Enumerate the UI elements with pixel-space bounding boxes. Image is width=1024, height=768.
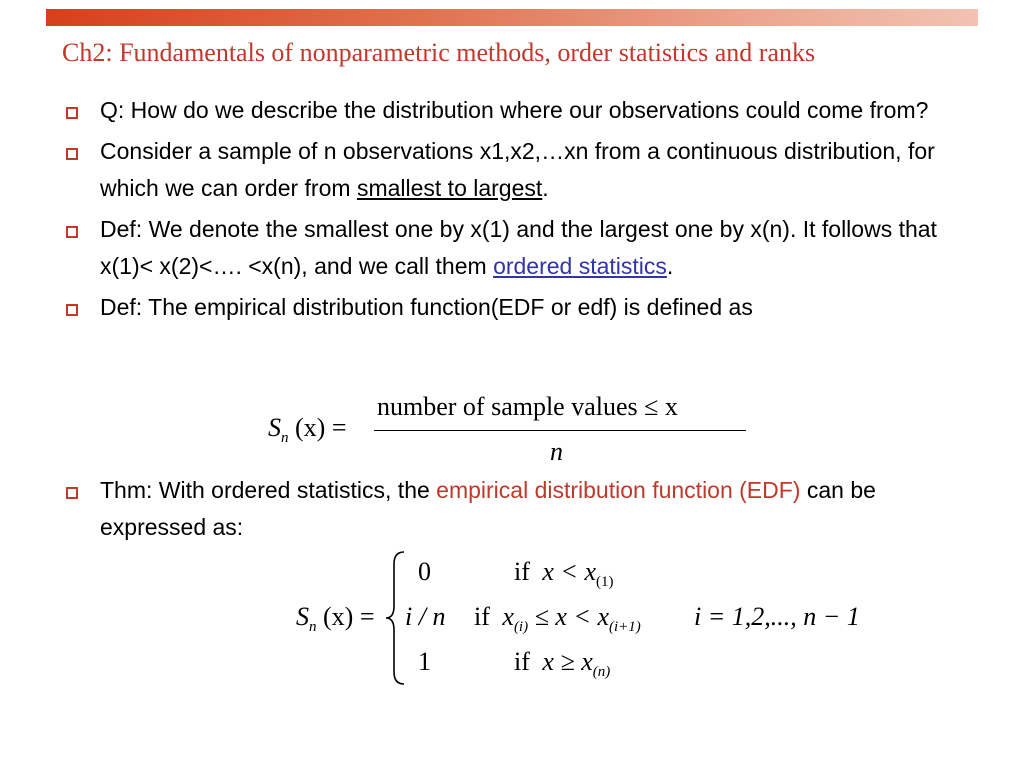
square-bullet-icon [66, 107, 78, 119]
case-cond-b-sub: (i+1) [609, 619, 641, 636]
formula1-s: S [268, 413, 281, 442]
highlighted-term: empirical distribution function (EDF) [436, 477, 801, 503]
formula1-numerator: number of sample values ≤ x [377, 392, 678, 421]
case-cond-sub: (n) [592, 664, 611, 681]
bullet-text: Thm: With ordered statistics, the [100, 477, 437, 503]
formula1-arg: (x) = [295, 413, 347, 442]
bullet-question [62, 92, 982, 129]
case-cond-sub: (1) [596, 574, 614, 591]
case-cond-sub: (i) [513, 619, 529, 636]
case-cond: x < x [542, 557, 597, 586]
formula2-lhs [296, 602, 374, 636]
bullet-text-end: . [666, 253, 674, 279]
bullet-text: Def: We denote the smallest one by x(1) and the largest one by x(n). It follows that x(1)< x(2)<…. <x(n), and we call them [100, 216, 937, 279]
case-range: i = 1,2,..., n − 1 [694, 602, 860, 631]
case-condition [474, 602, 641, 636]
bullet-text-end: . [542, 175, 549, 201]
square-bullet-icon [66, 487, 78, 499]
bullet-sample [62, 133, 982, 207]
bullet-list-thm [62, 472, 982, 546]
case-value: 0 [418, 557, 431, 586]
case-condition [514, 647, 610, 681]
bullet-def-edf [62, 289, 982, 326]
case-condition [514, 557, 614, 591]
bullet-text: Def: The empirical distribution function(EDF or edf) is defined as [100, 294, 753, 320]
case-row [418, 647, 431, 677]
bullet-text-end: can be expressed as: [100, 477, 876, 540]
case-row [418, 557, 431, 587]
case-if: if [514, 647, 530, 676]
case-cond: x [502, 602, 514, 631]
case-row [405, 602, 445, 632]
ordered-statistics-link[interactable]: ordered statistics [493, 253, 667, 279]
square-bullet-icon [66, 148, 78, 160]
case-value: 1 [418, 647, 431, 676]
case-cond: x ≥ x [542, 647, 593, 676]
formula1-lhs [268, 413, 346, 447]
bullet-def-order [62, 211, 982, 285]
slide-title: Ch2: Fundamentals of nonparametric methods, order statistics and ranks [62, 38, 816, 67]
title-accent-bar [46, 9, 978, 26]
square-bullet-icon [66, 304, 78, 316]
formula1-denominator: n [550, 437, 563, 466]
formula2-sub: n [309, 619, 317, 636]
formula2-arg: (x) = [323, 602, 375, 631]
case-cond-b: ≤ x < x [534, 602, 610, 631]
bullet-list [62, 92, 982, 326]
bullet-thm [62, 472, 982, 546]
square-bullet-icon [66, 226, 78, 238]
case-if: if [474, 602, 490, 631]
case-if: if [514, 557, 530, 586]
underlined-term: smallest to largest [356, 175, 543, 201]
bullet-text: Consider a sample of n observations x1,x2,…xn from a continuous distribution, for which we can order from [100, 138, 935, 201]
case-value: i / n [405, 602, 446, 631]
bullet-text: Q: How do we describe the distribution where our observations could come from? [100, 97, 929, 123]
fraction-bar [374, 430, 746, 431]
formula2-s: S [296, 602, 309, 631]
formula1-sub: n [281, 430, 289, 447]
